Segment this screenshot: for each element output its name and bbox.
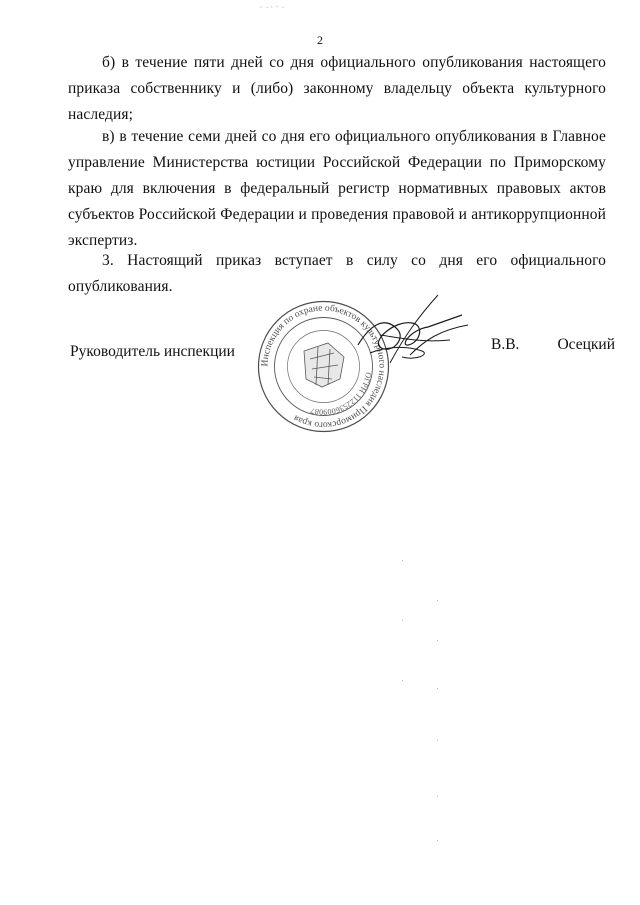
signatory-surname: Осецкий: [557, 336, 615, 353]
signatory-role: Руководитель инспекции: [70, 343, 235, 360]
page-number: 2: [317, 33, 323, 47]
signatory-name: [491, 336, 615, 354]
seal-number-text: ОГРН 1122536009087: [309, 371, 374, 417]
scan-noise-dots: [437, 600, 439, 900]
scan-artifact: [258, 4, 288, 10]
seal-outer-text: Инспекция по охране объектов культурного наследия Приморского края: [260, 303, 387, 430]
handwritten-signature: [350, 285, 475, 375]
paragraph-item-b: б) в течение пяти дней со дня официального опубликования настоящего приказа собственнику и (либо) законному владельцу объекта культурного наследия;: [68, 54, 606, 123]
seal-emblem: [304, 343, 344, 387]
paragraph-item-v: в) в течение семи дней со дня его официального опубликования в Главное управление Министерства юстиции Российской Федерации по Приморскому краю для включения в федеральный регистр нормативных правовых актов субъектов Российской Федерации и проведения правовой и антикоррупционной экспертиз.: [68, 128, 606, 249]
paragraph-clause-3: 3. Настоящий приказ вступает в силу со дня его официального опубликования.: [68, 252, 606, 295]
signatory-initials: В.В.: [491, 336, 520, 353]
scan-noise-dots: [402, 560, 404, 760]
